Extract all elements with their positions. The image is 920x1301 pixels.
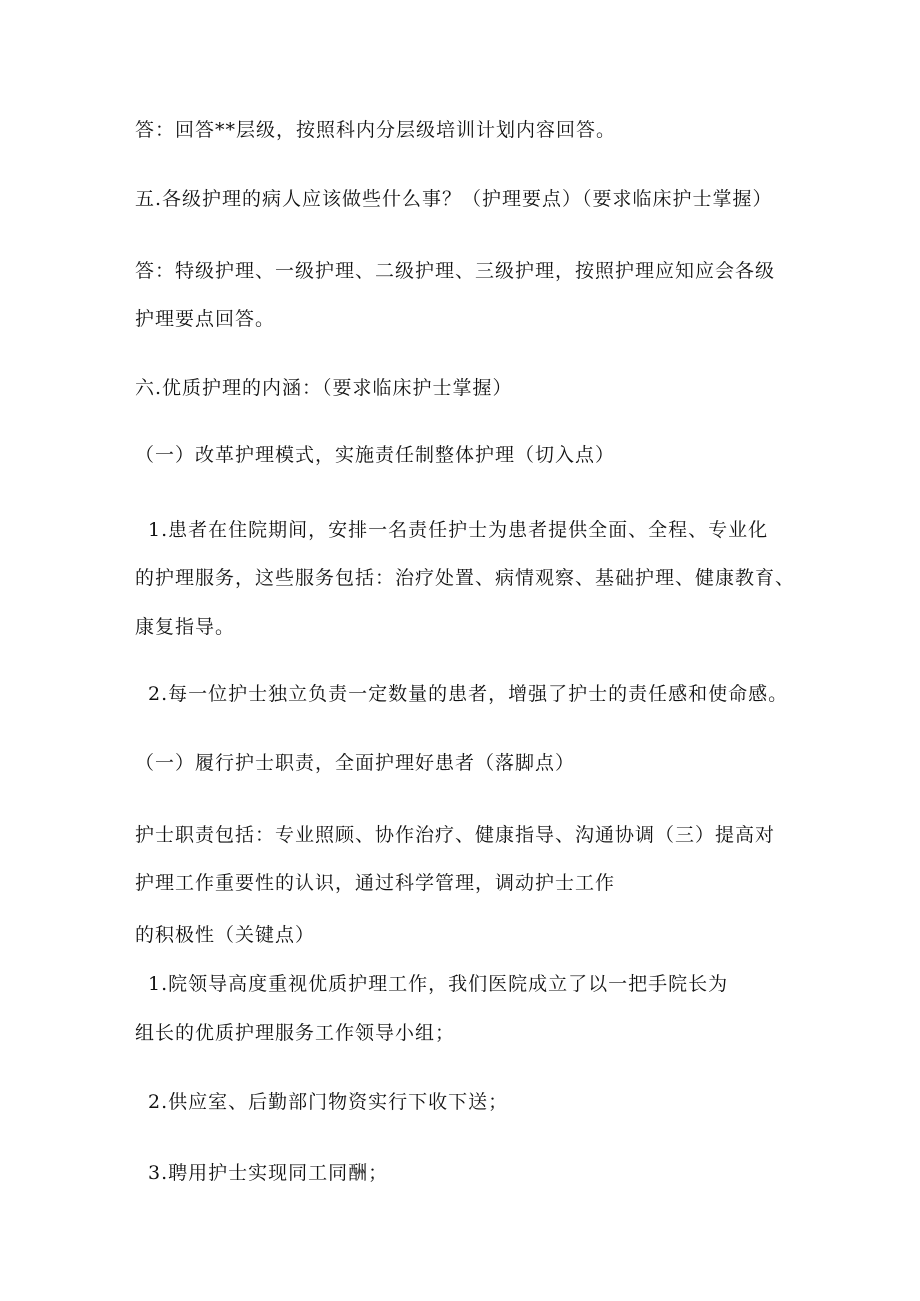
leadership-line-2: 组长的优质护理服务工作领导小组； [135,1022,456,1044]
item-one-line-1: 1.患者在住院期间，安排一名责任护士为患者提供全面、全程、专业化 [148,519,769,541]
section-six-heading: 六.优质护理的内涵：（要求临床护士掌握） [135,377,513,399]
section-five-heading: 五.各级护理的病人应该做些什么事？（护理要点）（要求临床护士掌握） [135,188,773,210]
supply-line: 2.供应室、后勤部门物资实行下收下送； [148,1091,509,1113]
duties-line-2: 护理工作重要性的认识，通过科学管理，调动护士工作 [135,872,616,894]
duties-line-1: 护士职责包括：专业照顾、协作治疗、健康指导、沟通协调（三）提高对 [135,824,776,846]
leadership-line-1: 1.院领导高度重视优质护理工作，我们医院成立了以一把手院长为 [148,973,729,995]
answer-line-hierarchy: 答：回答**层级，按照科内分层级培训计划内容回答。 [135,119,617,141]
subsection-one-heading: （一）改革护理模式，实施责任制整体护理（切入点） [135,444,616,466]
answer-line-care-levels: 答：特级护理、一级护理、二级护理、三级护理，按照护理应知应会各级 [135,260,776,282]
item-two-line: 2.每一位护士独立负责一定数量的患者，增强了护士的责任感和使命感。 [148,683,789,705]
answer-line-care-levels-cont: 护理要点回答。 [135,308,276,330]
subsection-two-heading: （一）履行护士职责，全面护理好患者（落脚点） [135,752,576,774]
item-one-line-2: 的护理服务，这些服务包括：治疗处置、病情观察、基础护理、健康教育、 [135,567,796,589]
equal-pay-line: 3.聘用护士实现同工同酬； [148,1162,389,1184]
duties-line-3: 的积极性（关键点） [135,924,316,946]
item-one-line-3: 康复指导。 [135,616,236,638]
